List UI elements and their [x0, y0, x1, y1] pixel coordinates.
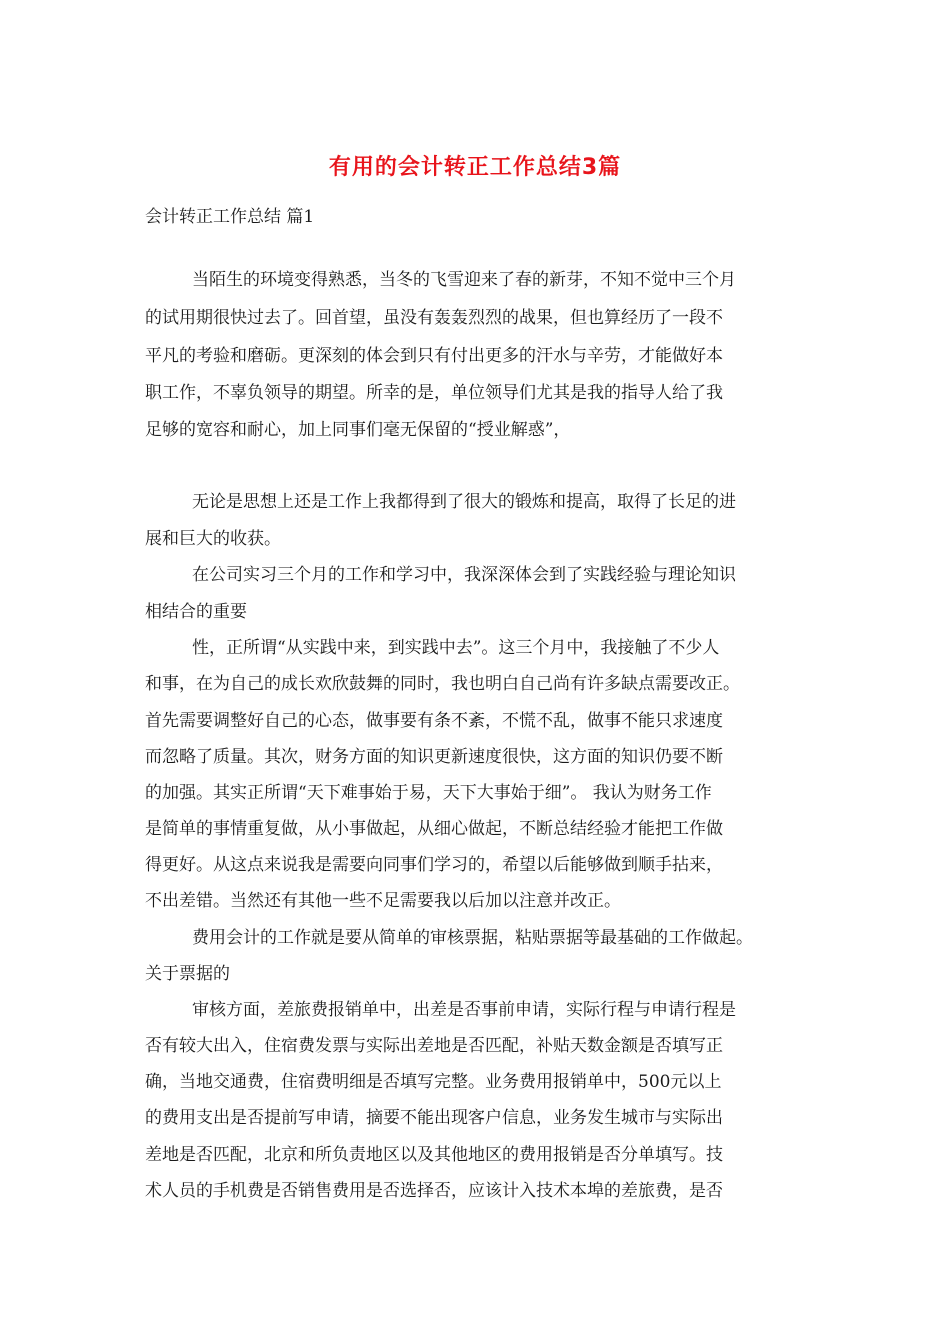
paragraph-line: 和事，在为自己的成长欢欣鼓舞的同时，我也明白自己尚有许多缺点需要改正。	[145, 674, 740, 694]
paragraph-line: 的加强。其实正所谓“天下难事始于易，天下大事始于细”。 我认为财务工作	[145, 783, 712, 803]
paragraph-line: 术人员的手机费是否销售费用是否选择否，应该计入技术本埠的差旅费，是否	[145, 1181, 723, 1201]
paragraph-line: 不出差错。当然还有其他一些不足需要我以后加以注意并改正。	[145, 891, 621, 911]
paragraph-line: 相结合的重要	[145, 602, 247, 622]
paragraph-line: 首先需要调整好自己的心态，做事要有条不紊，不慌不乱，做事不能只求速度	[145, 711, 723, 731]
paragraph-line: 当陌生的环境变得熟悉，当冬的飞雪迎来了春的新芽，不知不觉中三个月	[192, 270, 736, 290]
paragraph-line: 平凡的考验和磨砺。更深刻的体会到只有付出更多的汗水与辛劳，才能做好本	[145, 346, 723, 366]
paragraph-line: 关于票据的	[145, 964, 230, 984]
paragraph-line: 无论是思想上还是工作上我都得到了很大的锻炼和提高，取得了长足的进	[192, 492, 736, 512]
paragraph-line: 展和巨大的收获。	[145, 529, 281, 549]
paragraph-line: 确，当地交通费，住宿费明细是否填写完整。业务费用报销单中，500元以上	[145, 1072, 722, 1092]
paragraph-line: 在公司实习三个月的工作和学习中，我深深体会到了实践经验与理论知识	[192, 565, 736, 585]
paragraph-line: 的试用期很快过去了。回首望，虽没有轰轰烈烈的战果，但也算经历了一段不	[145, 308, 723, 328]
paragraph-line: 费用会计的工作就是要从简单的审核票据，粘贴票据等最基础的工作做起。	[192, 928, 753, 948]
paragraph-line: 职工作，不辜负领导的期望。所幸的是，单位领导们尤其是我的指导人给了我	[145, 383, 723, 403]
paragraph-line: 是简单的事情重复做，从小事做起，从细心做起，不断总结经验才能把工作做	[145, 819, 723, 839]
paragraph-line: 得更好。从这点来说我是需要向同事们学习的，希望以后能够做到顺手拈来，	[145, 855, 723, 875]
document-title: 有用的会计转正工作总结3篇	[328, 155, 622, 180]
section-subtitle: 会计转正工作总结 篇1	[145, 207, 315, 227]
paragraph-line: 足够的宽容和耐心，加上同事们毫无保留的“授业解惑”，	[145, 420, 571, 440]
paragraph-line: 性，正所谓“从实践中来，到实践中去”。这三个月中，我接触了不少人	[192, 638, 720, 658]
paragraph-line: 审核方面，差旅费报销单中，出差是否事前申请，实际行程与申请行程是	[192, 1000, 736, 1020]
paragraph-line: 的费用支出是否提前写申请，摘要不能出现客户信息，业务发生城市与实际出	[145, 1108, 723, 1128]
paragraph-line: 差地是否匹配，北京和所负责地区以及其他地区的费用报销是否分单填写。技	[145, 1145, 723, 1165]
paragraph-line: 否有较大出入，住宿费发票与实际出差地是否匹配，补贴天数金额是否填写正	[145, 1036, 723, 1056]
paragraph-line: 而忽略了质量。其次，财务方面的知识更新速度很快，这方面的知识仍要不断	[145, 747, 723, 767]
